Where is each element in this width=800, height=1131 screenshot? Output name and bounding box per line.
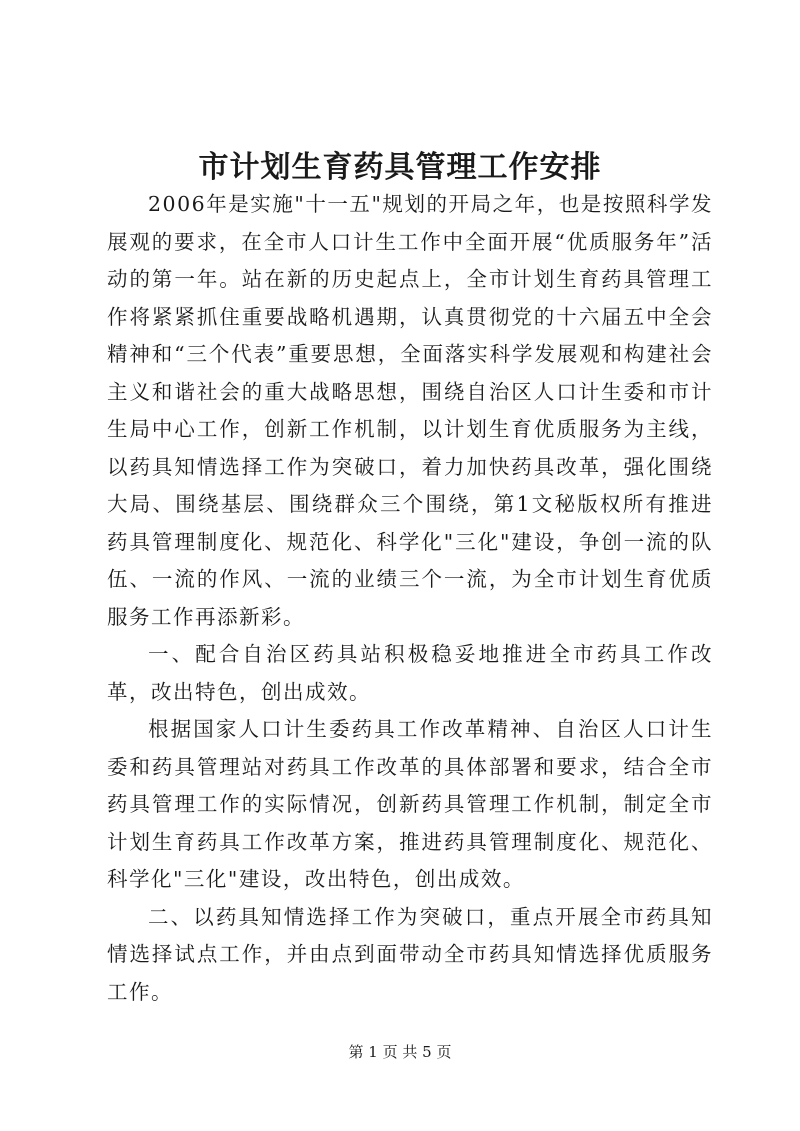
- paragraph-section-1-heading: 一、配合自治区药具站积极稳妥地推进全市药具工作改革，改出特色，创出成效。: [107, 642, 713, 704]
- document-title: 市计划生育药具管理工作安排: [198, 150, 602, 185]
- page-number-footer: 第 1 页 共 5 页: [348, 1043, 452, 1061]
- paragraph-intro: 2006年是实施"十一五"规划的开局之年，也是按照科学发展观的要求，在全市人口计生工作中全面开展“优质服务年”活动的第一年。站在新的历史起点上，全市计划生育药具管理工作将紧紧抓住重要战略机遇期，认真贯彻党的十六届五中全会精神和“三个代表”重要思想，全面落实科学发展观和构建社会主义和谐社会的重大战略思想，围绕自治区人口计生委和市计生局中心工作，创新工作机制，以计划生育优质服务为主线，以药具知情选择工作为突破口，着力加快药具改革，强化围绕大局、围绕基层、围绕群众三个围绕，第1文秘版权所有推进药具管理制度化、规范化、科学化"三化"建设，争创一流的队伍、一流的作风、一流的业绩三个一流，为全市计划生育优质服务工作再添新彩。: [107, 192, 713, 629]
- document-body: [107, 186, 713, 1011]
- paragraph-section-2-heading: 二、以药具知情选择工作为突破口，重点开展全市药具知情选择试点工作，并由点到面带动全市药具知情选择优质服务工作。: [107, 904, 713, 1004]
- paragraph-section-1-body: 根据国家人口计生委药具工作改革精神、自治区人口计生委和药具管理站对药具工作改革的具体部署和要求，结合全市药具管理工作的实际情况，创新药具管理工作机制，制定全市计划生育药具工作改革方案，推进药具管理制度化、规范化、科学化"三化"建设，改出特色，创出成效。: [107, 717, 713, 891]
